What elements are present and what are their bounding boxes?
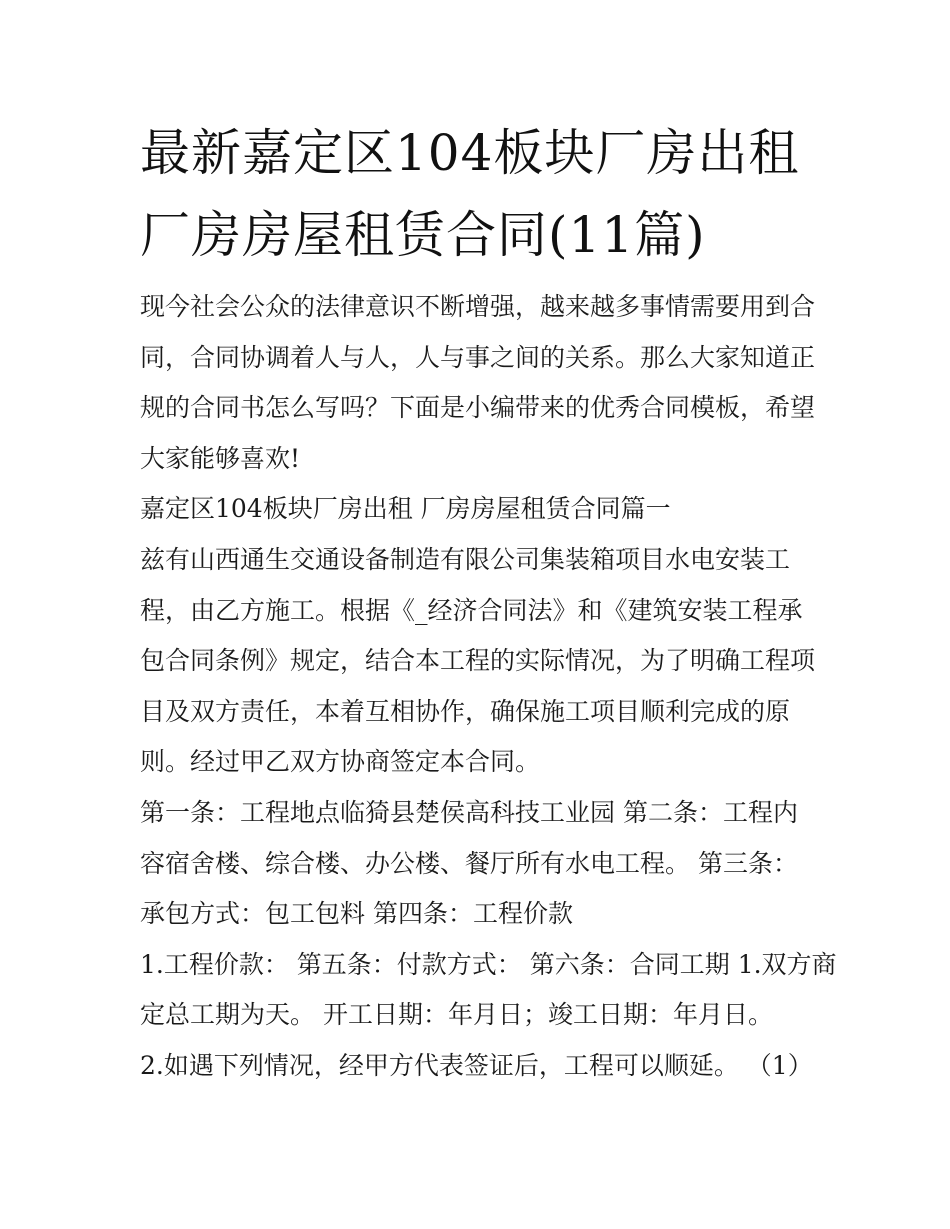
paragraph-line: 包合同条例》规定，结合本工程的实际情况，为了明确工程项	[140, 646, 816, 676]
clause-line: 第一条：工程地点临猗县楚侯高科技工业园 第二条：工程内	[140, 797, 798, 827]
intro-line: 同，合同协调着人与人，人与事之间的关系。那么大家知道正	[140, 342, 816, 372]
clause-line: 1.工程价款： 第五条：付款方式： 第六条：合同工期 1.双方商	[140, 949, 837, 979]
clause-line: 定总工期为天。 开工日期：年月日；竣工日期：年月日。	[140, 1000, 773, 1030]
title-line: 最新嘉定区104板块厂房出租	[140, 124, 800, 182]
section-heading: 嘉定区104板块厂房出租 厂房房屋租赁合同篇一	[140, 494, 671, 524]
document-title	[140, 112, 840, 276]
paragraph-line: 兹有山西通生交通设备制造有限公司集装箱项目水电安装工	[140, 544, 791, 574]
paragraph-line: 程，由乙方施工。根据《_经济合同法》和《建筑安装工程承	[140, 595, 803, 625]
document-body	[140, 282, 837, 1092]
intro-line: 现今社会公众的法律意识不断增强，越来越多事情需要用到合	[140, 292, 816, 321]
intro-line: 大家能够喜欢!	[140, 443, 301, 473]
clause-line: 容宿舍楼、综合楼、办公楼、餐厅所有水电工程。 第三条：	[140, 848, 798, 878]
intro-line: 规的合同书怎么写吗？下面是小编带来的优秀合同模板，希望	[140, 393, 816, 423]
clause-line: 2.如遇下列情况，经甲方代表签证后，工程可以顺延。 （1）	[140, 1050, 813, 1080]
clause-line: 承包方式：包工包料 第四条：工程价款	[140, 899, 573, 929]
title-line: 厂房房屋租赁合同(11篇)	[140, 206, 706, 264]
paragraph-line: 则。经过甲乙双方协商签定本合同。	[140, 747, 541, 777]
paragraph-line: 目及双方责任，本着互相协作，确保施工项目顺利完成的原	[140, 696, 791, 726]
